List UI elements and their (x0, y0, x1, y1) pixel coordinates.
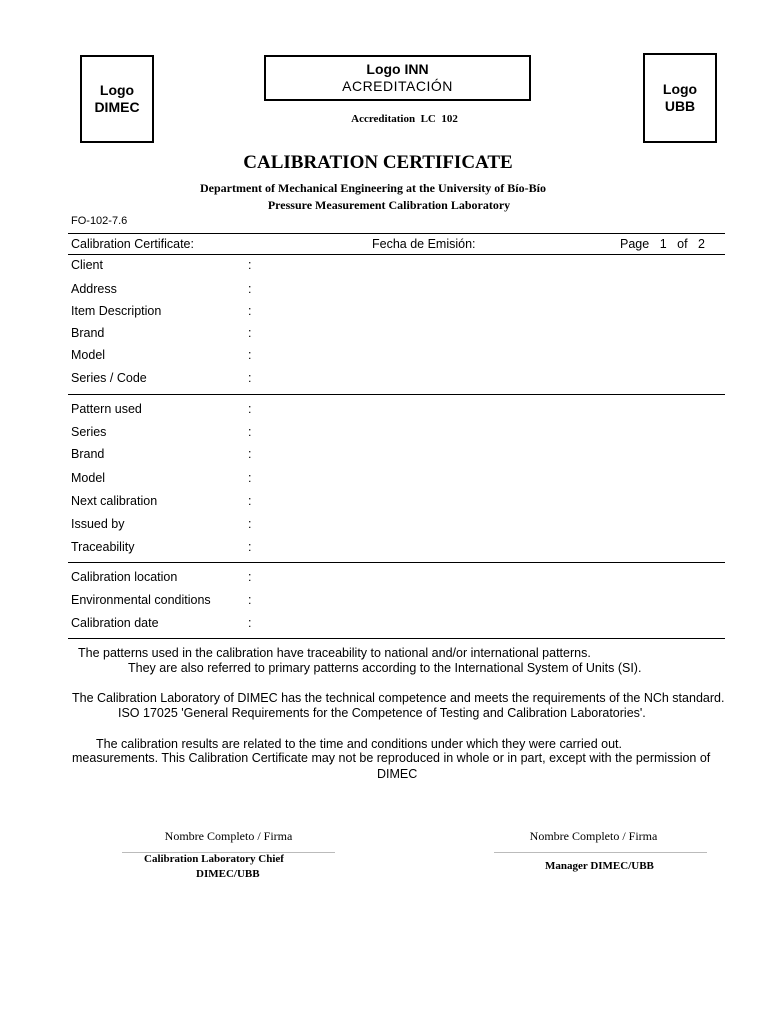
pattern-model-colon: : (248, 471, 252, 485)
calibration-date-colon: : (248, 616, 252, 630)
competence-statement-line2: ISO 17025 'General Requirements for the Competence of Testing and Calibration Laboratories'. (118, 706, 646, 720)
traceability-label: Traceability (71, 540, 135, 554)
pattern-series-colon: : (248, 425, 252, 439)
environmental-conditions-colon: : (248, 593, 252, 607)
address-colon: : (248, 282, 252, 296)
page-current: 1 (659, 237, 667, 251)
series-code-label: Series / Code (71, 371, 147, 385)
logo-inn-line1: Logo INN (366, 61, 429, 77)
next-calibration-colon: : (248, 494, 252, 508)
page-indicator (620, 237, 705, 251)
logo-ubb-line2: UBB (664, 98, 696, 114)
issue-date-label: Fecha de Emisión: (372, 237, 476, 251)
pattern-used-label: Pattern used (71, 402, 142, 416)
item-description-label: Item Description (71, 304, 162, 318)
results-statement-line3: DIMEC (377, 767, 418, 781)
traceability-statement-line1: The patterns used in the calibration have traceability to national and/or international patterns. (78, 646, 591, 660)
pattern-brand-colon: : (248, 447, 252, 461)
calibration-location-label: Calibration location (71, 570, 178, 584)
logo-dimec (80, 55, 154, 143)
environmental-conditions-label: Environmental conditions (71, 593, 211, 607)
traceability-colon: : (248, 540, 252, 554)
pattern-model-label: Model (71, 471, 106, 485)
pattern-used-colon: : (248, 402, 252, 416)
logo-dimec-line1: Logo (99, 82, 135, 98)
logo-inn-line2: ACREDITACIÓN (342, 78, 453, 94)
department-subtitle: Department of Mechanical Engineering at the University of Bío-Bío (200, 181, 546, 195)
certificate-title: CALIBRATION CERTIFICATE (243, 152, 513, 173)
address-label: Address (71, 282, 117, 296)
form-code: FO-102-7.6 (71, 215, 128, 227)
calibration-date-label: Calibration date (71, 616, 159, 630)
divider-after-location (68, 638, 725, 639)
page-total: 2 (698, 237, 705, 251)
results-statement-line1: The calibration results are related to the time and conditions under which they were carried out. (96, 737, 622, 751)
laboratory-subtitle: Pressure Measurement Calibration Laboratory (267, 198, 511, 212)
logo-ubb-line1: Logo (662, 81, 698, 97)
issued-by-colon: : (248, 517, 252, 531)
divider-after-pattern (68, 562, 725, 563)
issued-by-label: Issued by (71, 517, 125, 531)
certificate-number-label: Calibration Certificate: (71, 237, 194, 251)
pattern-brand-label: Brand (71, 447, 105, 461)
pattern-series-label: Series (71, 425, 107, 439)
left-signature-role: Calibration Laboratory Chief (144, 853, 284, 865)
divider-after-item (68, 394, 725, 395)
item-description-colon: : (248, 304, 252, 318)
divider-top (68, 233, 725, 234)
page-of: of (677, 237, 688, 251)
page-label: Page (620, 237, 650, 251)
left-signature-name: Nombre Completo / Firma (164, 829, 293, 843)
divider-after-top-row (68, 254, 725, 255)
brand-colon: : (248, 326, 252, 340)
results-statement-line2: measurements. This Calibration Certificate may not be reproduced in whole or in part, except with the permission of (72, 751, 711, 765)
model-label: Model (71, 348, 106, 362)
client-label: Client (71, 258, 103, 272)
series-code-colon: : (248, 371, 252, 385)
competence-statement-line1: The Calibration Laboratory of DIMEC has the technical competence and meets the requirements of the NCh standard. (72, 691, 725, 705)
calibration-location-colon: : (248, 570, 252, 584)
right-signature-line (494, 852, 707, 853)
logo-inn-acreditacion (264, 55, 531, 101)
model-colon: : (248, 348, 252, 362)
brand-label: Brand (71, 326, 105, 340)
next-calibration-label: Next calibration (71, 494, 158, 508)
accreditation-number: Accreditation LC 102 (351, 113, 458, 125)
traceability-statement-line2: They are also referred to primary patterns according to the International System of Units (SI). (128, 661, 642, 675)
left-signature-org: DIMEC/UBB (196, 868, 260, 880)
logo-ubb (643, 53, 717, 143)
right-signature-role: Manager DIMEC/UBB (545, 860, 654, 872)
right-signature-name: Nombre Completo / Firma (529, 829, 658, 843)
client-colon: : (248, 258, 252, 272)
logo-dimec-line2: DIMEC (94, 99, 140, 115)
